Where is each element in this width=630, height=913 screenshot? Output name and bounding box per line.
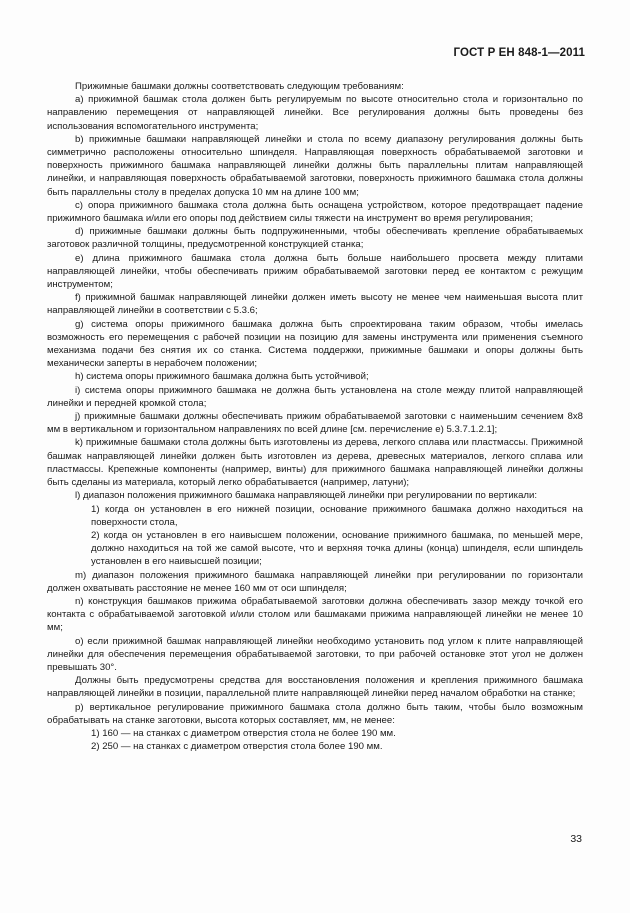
sub-list-item: 1) 160 — на станках с диаметром отверстия стола не более 190 мм. xyxy=(91,727,396,739)
paragraph: Прижимные башмаки должны соответствовать следующим требованиям: xyxy=(75,81,404,92)
paragraph: m) диапазон положения прижимного башмака направляющей линейки при регулировании по горизонтали должен охватывать расстояние не менее 160 мм от оси шпинделя; xyxy=(47,569,583,594)
paragraph: h) система опоры прижимного башмака должна быть устойчивой; xyxy=(75,371,369,383)
paragraph: o) если прижимной башмак направляющей линейки необходимо установить под углом к плите направляющей линейки для обеспечения перемещения обрабатываемой заготовки, то при рабочей остановке этот угол не должен превышать 30°. xyxy=(47,635,583,673)
paragraph: i) система опоры прижимного башмака не должна быть установлена на столе между плитой направляющей линейки и передней кромкой стола; xyxy=(47,384,583,409)
paragraph: k) прижимные башмаки стола должны быть изготовлены из дерева, легкого сплава или пластмассы. Прижимной башмак направляющей линейки должен быть изготовлен из дерева, древесных материалов, легкого сплава или пластмассы. Крепежные компоненты (например, винты) для прижимного башмака направляющей линейки должны быть сделаны из материала, который легко обрабатывается (например, латуни); xyxy=(47,437,583,489)
document-body xyxy=(47,80,583,753)
paragraph: c) опора прижимного башмака стола должна быть оснащена устройством, которое предотвращает падение прижимного башмака и/или его опоры под действием силы тяжести на инструмент во время регулирования; xyxy=(47,199,583,225)
sub-list-item: 2) когда он установлен в его наивысшем положении, основание прижимного башмака, по меньшей мере, должно находиться на той же самой высоте, что и верхняя точка длины (конца) шпинделя, если шпиндель установлен в его наивысшей позиции; xyxy=(91,529,583,568)
paragraph: j) прижимные башмаки должны обеспечивать прижим обрабатываемой заготовки с наименьшим сечением 8х8 мм в вертикальном и горизонтальном направлениях по всей длине [см. перечисление e) 5.3.7.1.2.1]; xyxy=(47,411,583,436)
paragraph: d) прижимные башмаки должны быть подпружиненными, чтобы обеспечивать крепление обрабатываемых заготовок различной толщины, предусмотренной конструкцией станка; xyxy=(47,226,583,251)
document-header: ГОСТ Р ЕН 848-1—2011 xyxy=(453,47,585,59)
paragraph: Должны быть предусмотрены средства для восстановления положения и крепления прижимного башмака направляющей линейки в позиции, параллельной плите направляющей линейки перед началом обработки на станке; xyxy=(47,675,583,700)
paragraph: p) вертикальное регулирование прижимного башмака стола должно быть таким, чтобы было возможным обрабатывать на станке заготовки, высота которых составляет, мм, не менее: xyxy=(47,701,583,726)
paragraph: g) система опоры прижимного башмака должна быть спроектирована таким образом, чтобы имелась возможность его перемещения с рабочей позиции на позицию для замены инструмента или применения съемного механизма подачи без снятия их со станка. Система поддержки, прижимные башмаки и опоры должны быть механически заперты в нерабочем положении; xyxy=(47,318,583,370)
paragraph: l) диапазон положения прижимного башмака направляющей линейки при регулировании по вертикали: xyxy=(75,490,538,502)
page-number: 33 xyxy=(570,833,582,845)
paragraph: n) конструкция башмаков прижима обрабатываемой заготовки должна обеспечивать зазор между точкой его контакта с обрабатываемой заготовкой и/или столом или башмаками прижима направляющей линейки не менее 10 мм; xyxy=(47,595,583,634)
sub-list-item: 1) когда он установлен в его нижней позиции, основание прижимного башмака должно находиться на поверхности стола, xyxy=(91,503,583,528)
paragraph: a) прижимной башмак стола должен быть регулируемым по высоте относительно стола и горизонтально по направлению перемещения от направляющей линейки. Все регулирования должны быть проведены без использования вспомогательного инструмента; xyxy=(47,94,583,132)
sub-list-item: 2) 250 — на станках с диаметром отверстия стола более 190 мм. xyxy=(91,741,383,753)
paragraph: f) прижимной башмак направляющей линейки должен иметь высоту не менее чем наименьшая высота плит направляющей линейки в соответствии с 5.3.6; xyxy=(47,292,583,317)
paragraph: b) прижимные башмаки направляющей линейки и стола по всему диапазону регулирования должны быть симметрично расположены относительно шпинделя. Направляющая поверхность обрабатываемой заготовки и поверхность прижимного башмака направляющей линейки должны быть параллельны плитам направляющей линейки, и направляющая поверхность обрабатываемой заготовки, поверхность прижимного башмака стола должны быть параллельны столу в пределах допуска 10 мм на длине 100 мм; xyxy=(47,133,583,198)
paragraph: e) длина прижимного башмака стола должна быть больше наибольшего просвета между плитами направляющей линейки, чтобы обеспечивать прижим обрабатываемой заготовки перед ее контактом с режущим инструментом; xyxy=(47,252,583,291)
